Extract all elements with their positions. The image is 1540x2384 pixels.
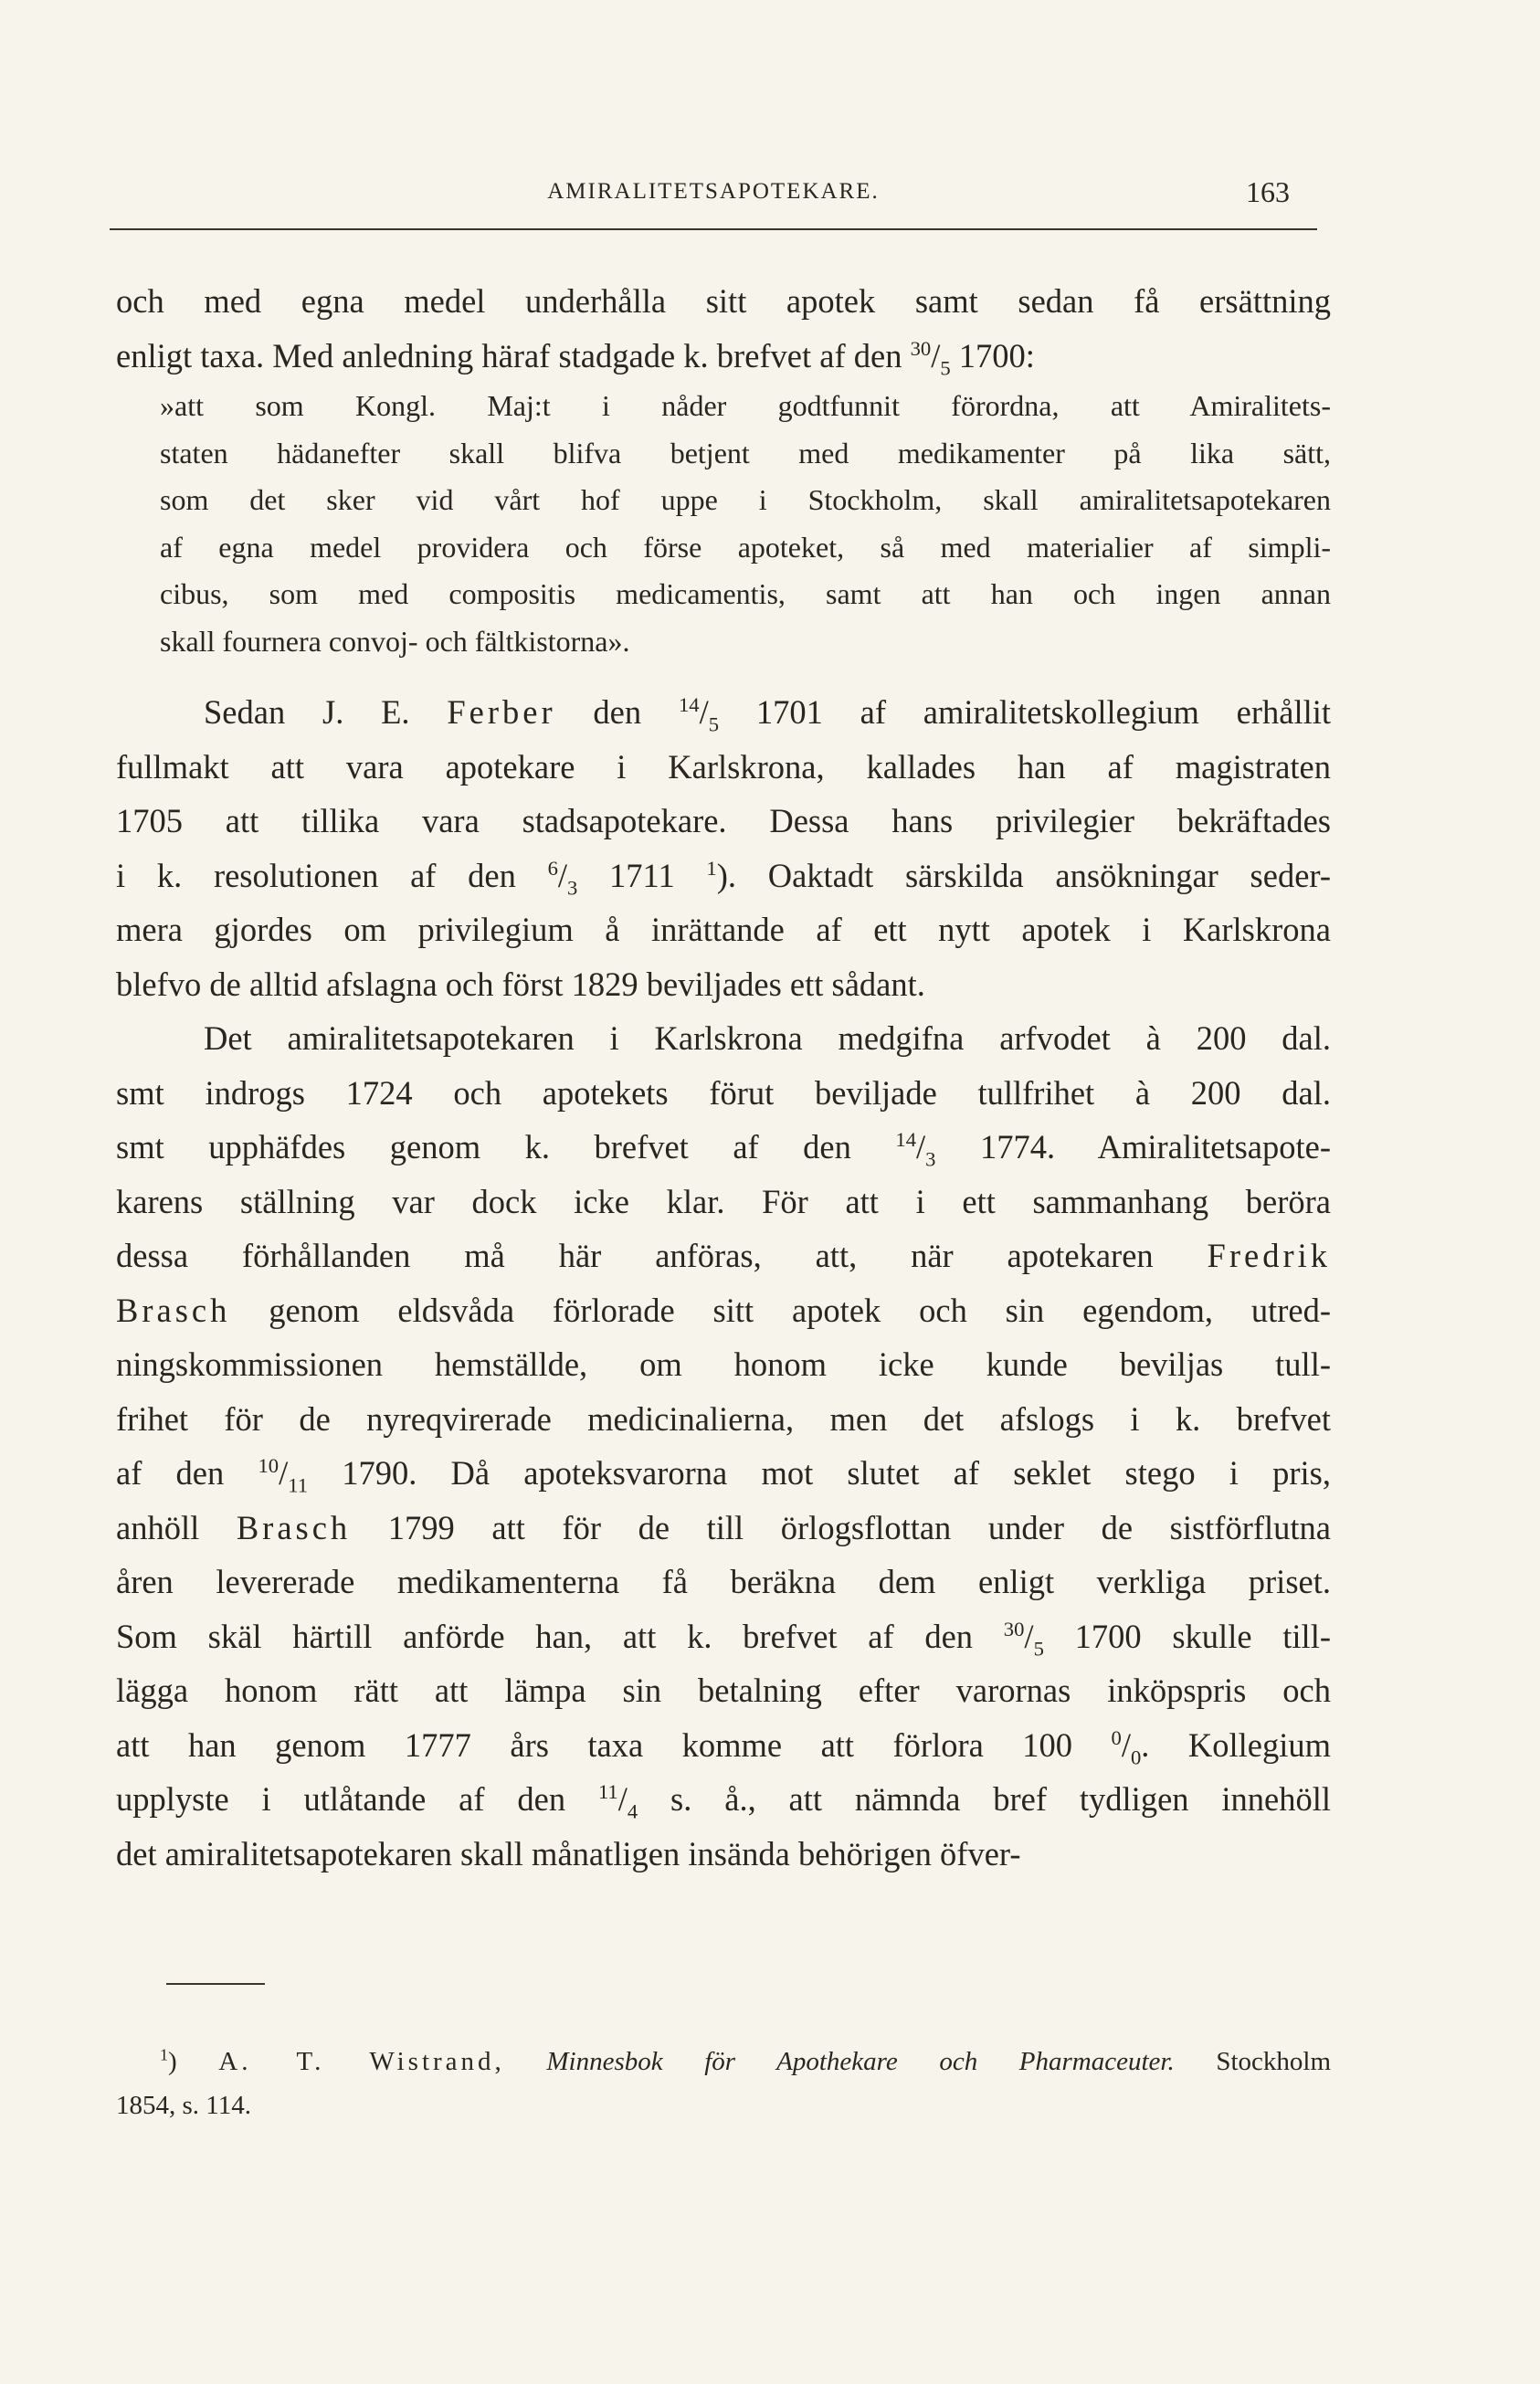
person-name: Brasch <box>116 1291 231 1329</box>
fraction-numerator: 6 <box>547 856 558 880</box>
person-name: Fredrik <box>1207 1237 1331 1274</box>
line-text: 1700: <box>950 336 1035 374</box>
text-line: 1705 att tillika vara stadsapotekare. Dessa hans privilegier bekräftades <box>116 802 1331 839</box>
fraction-denominator: 3 <box>925 1147 936 1171</box>
percent-numerator: 0 <box>1111 1725 1122 1749</box>
fraction-numerator: 30 <box>910 336 932 360</box>
header-rule <box>110 228 1317 230</box>
text-line <box>116 1283 1331 1338</box>
text-line: af den $^{10}/_{11}$ 1790. Då apoteksvarorna mot slutet af seklet stego i pris, <box>116 1453 1331 1497</box>
footnote <box>116 2040 1331 2127</box>
line-text: 1711 <box>577 856 707 894</box>
text-line <box>116 1229 1331 1283</box>
text-line: det amiralitetsapotekaren skall månatligen insända behörigen öfver- <box>116 1834 1021 1872</box>
text-line <box>116 1501 1331 1556</box>
fraction-denominator: 11 <box>288 1473 309 1497</box>
person-name: Ferber <box>447 693 556 731</box>
line-text: 1701 af amiralitetskollegium erhållit <box>719 693 1332 731</box>
text-line: i k. resolutionen af den $^6/_3$ 1711 $^1$). Oaktadt särskilda ansökningar seder- <box>116 856 1331 899</box>
person-name: Brasch <box>236 1508 352 1546</box>
fraction-denominator: 5 <box>940 355 951 379</box>
quote-line: »att som Kongl. Maj:t i nåder godtfunnit förordna, att Amiralitets- <box>160 389 1331 422</box>
line-text: s. å., att nämnda bref tydligen innehöll <box>638 1780 1331 1818</box>
line-text: 1799 att för de till örlogsflottan under de sistförflutna <box>351 1508 1332 1546</box>
text-line: enligt taxa. Med anledning häraf stadgade k. brefvet af den $^{30}/_5$ 1700: <box>116 336 1035 379</box>
running-head: AMIRALITETSAPOTEKARE. <box>547 179 880 204</box>
footnote-reference[interactable]: 1 <box>706 856 717 880</box>
text-line: mera gjordes om privilegium å inrättande af ett nytt apotek i Karlskrona <box>116 911 1331 948</box>
text-line: lägga honom rätt att lämpa sin betalning efter varornas inköpspris och <box>116 1672 1331 1709</box>
block-quote <box>116 383 1331 665</box>
paragraph-gap <box>116 665 1331 685</box>
text-line <box>116 274 1331 329</box>
line-text: att han genom 1777 års taxa komme att förlora 100 <box>116 1725 1112 1764</box>
text-line: upplyste i utlåtande af den $^{11}/_4$ s. å., att nämnda bref tydligen innehöll <box>116 1779 1331 1823</box>
percent-denominator: 0 <box>1130 1745 1142 1768</box>
line-text: genom eldsvåda förlorade sitt apotek och sin egendom, utred- <box>230 1291 1331 1329</box>
quote-line: af egna medel providera och förse apoteket, så med materialier af simpli- <box>160 530 1331 564</box>
quote-line: som det sker vid vårt hof uppe i Stockholm, skall amiralitetsapotekaren <box>160 483 1331 516</box>
line-text: anhöll <box>116 1508 237 1546</box>
text-line: smt upphäfdes genom k. brefvet af den $^{14}/_3$ 1774. Amiralitetsapote- <box>116 1127 1331 1171</box>
page-number: 163 <box>1246 175 1290 208</box>
fraction-denominator: 5 <box>708 712 720 736</box>
fraction-numerator: 11 <box>597 1779 618 1803</box>
line-text: 1790. Då apoteksvarorna mot slutet af seklet stego i pris, <box>308 1454 1331 1492</box>
fraction-numerator: 14 <box>895 1127 916 1151</box>
fraction-denominator: 5 <box>1033 1636 1044 1660</box>
line-text: och med egna medel underhålla sitt apotek samt sedan få ersättning <box>116 282 1331 320</box>
line-text: den <box>555 693 679 731</box>
line-text: Sedan J. E. <box>204 693 448 731</box>
text-line: frihet för de nyreqvirerade medicinalierna, men det afslogs i k. brefvet <box>116 1399 1331 1438</box>
footnote-place: Stockholm <box>1174 2047 1331 2076</box>
line-text: dessa förhållanden må här anföras, att, när apotekaren <box>116 1237 1208 1274</box>
text-line: Det amiralitetsapotekaren i Karlskrona medgifna arfvodet à 200 dal. <box>204 1019 1331 1057</box>
text-line: karens ställning var dock icke klar. För att i ett sammanhang beröra <box>116 1182 1331 1220</box>
line-text: 1774. Amiralitetsapote- <box>935 1128 1331 1166</box>
quote-line: skall fournera convoj- och fältkistorna». <box>160 624 630 658</box>
text-line: smt indrogs 1724 och apotekets förut beviljade tullfrihet à 200 dal. <box>116 1073 1331 1112</box>
line-text: upplyste i utlåtande af den <box>116 1780 598 1818</box>
line-text: enligt taxa. Med anledning häraf stadgade k. brefvet af den <box>116 336 911 374</box>
quote-line: cibus, som med compositis medicamentis, samt att han och ingen annan <box>160 577 1331 610</box>
text-line: Som skäl härtill anförde han, att k. brefvet af den $^{30}/_5$ 1700 skulle till- <box>116 1617 1331 1660</box>
footnote-marker: 1 <box>160 2045 168 2064</box>
footnote-rule <box>166 1983 265 1985</box>
fraction-denominator: 4 <box>627 1799 638 1823</box>
fraction-numerator: 10 <box>258 1453 280 1477</box>
text-line: Sedan J. E. Ferber den $^{14}/_5$ 1701 af amiralitetskollegium erhållit <box>204 692 1332 736</box>
text-line: blefvo de alltid afslagna och först 1829 beviljades ett sådant. <box>116 965 925 1003</box>
line-text: . Kollegium <box>1141 1725 1331 1764</box>
fraction-numerator: 30 <box>1003 1617 1025 1640</box>
text-line: åren levererade medikamenterna få beräkna dem enligt verkliga priset. <box>116 1563 1331 1600</box>
fraction-numerator: 14 <box>678 692 700 716</box>
text-line: att han genom 1777 års taxa komme att förlora 100 $^0/_0$. Kollegium <box>116 1725 1331 1768</box>
line-text: 1700 skulle till- <box>1043 1617 1331 1655</box>
footnote-line: $^1$) A. T. Wistrand, Minnesbok för Apothekare och Pharmaceuter. Stockholm <box>160 2045 1331 2076</box>
line-text: ). Oaktadt särskilda ansökningar seder- <box>716 856 1331 894</box>
text-line: fullmakt att vara apotekare i Karlskrona, kallades han af magistraten <box>116 747 1331 786</box>
line-text: i k. resolutionen af den <box>116 856 548 894</box>
fraction-denominator: 3 <box>567 875 578 899</box>
line-text: Som skäl härtill anförde han, att k. brefvet af den <box>116 1617 1004 1655</box>
line-text: af den <box>116 1454 258 1492</box>
body-text <box>116 274 1331 1881</box>
footnote-line: 1854, s. 114. <box>116 2091 251 2120</box>
quote-line: staten hädanefter skall blifva betjent med medikamenter på lika sätt, <box>160 436 1331 469</box>
page-header <box>110 175 1317 230</box>
footnote-author: A. T. Wistrand, <box>218 2047 505 2076</box>
line-text: smt upphäfdes genom k. brefvet af den <box>116 1128 896 1166</box>
text-line: ningskommissionen hemställde, om honom icke kunde beviljas tull- <box>116 1345 1331 1383</box>
footnote-title: Minnesbok för Apothekare och Pharmaceuter. <box>546 2047 1175 2076</box>
